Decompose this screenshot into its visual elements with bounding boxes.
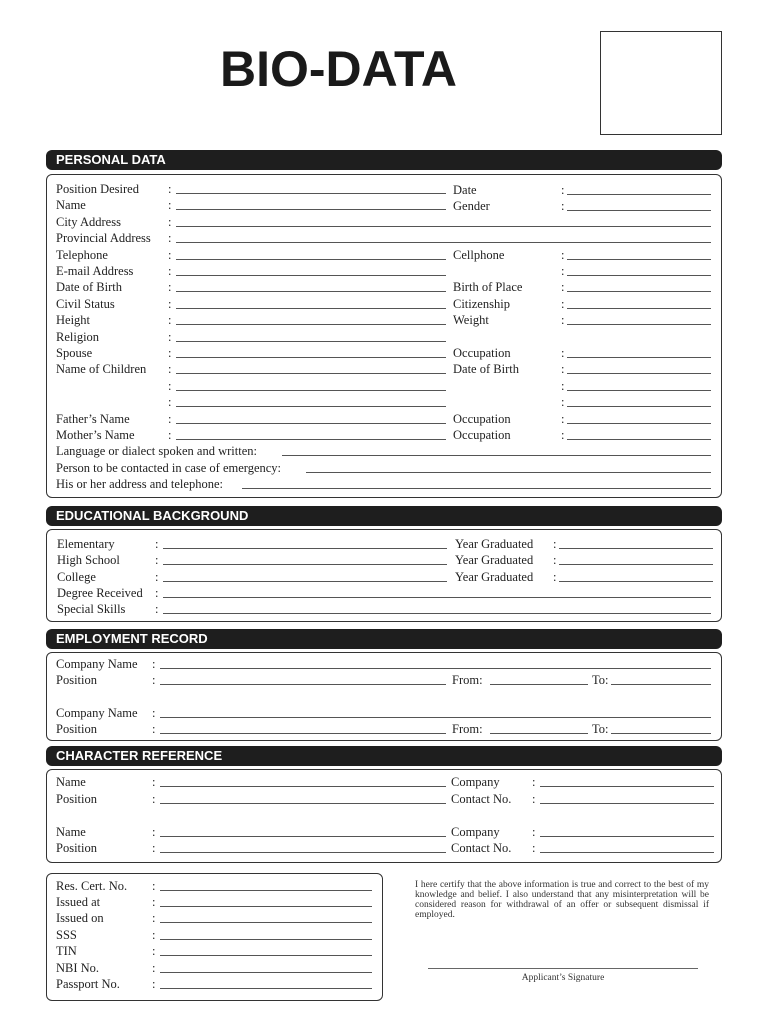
sss-field[interactable] [160,927,372,940]
spouse-field[interactable] [176,345,446,358]
section-header-employment: EMPLOYMENT RECORD [46,629,722,649]
colon: : [553,570,557,584]
label-religion: Religion [56,330,100,344]
row-gender [453,198,715,214]
row-spouse [56,345,456,361]
from-2-field[interactable] [490,721,588,734]
label-position: Position [56,673,97,687]
ref-company-1-field[interactable] [540,774,714,787]
row-issued-at [56,894,376,910]
dob-field[interactable] [176,279,446,292]
page-title: BIO-DATA [220,41,457,97]
row-position-1 [56,672,716,688]
child-dob-field-3[interactable] [567,394,711,407]
row-date [453,182,715,198]
label-citizenship: Citizenship [453,297,510,311]
father-occupation-field[interactable] [567,411,711,424]
child-dob-field-2[interactable] [567,378,711,391]
label-father-occupation: Occupation [453,412,511,426]
row-position-desired [56,181,456,197]
position-1-field[interactable] [160,672,446,685]
label-ref-company: Company [451,775,500,789]
colon: : [152,961,156,975]
emergency-address-field[interactable] [242,476,711,489]
section-header-education: EDUCATIONAL BACKGROUND [46,506,722,526]
company-1-field[interactable] [160,656,711,669]
colon: : [152,928,156,942]
provincial-address-field[interactable] [176,230,711,243]
label-ref-name: Name [56,775,86,789]
label-from: From: [452,722,483,736]
colon: : [553,537,557,551]
spouse-occupation-field[interactable] [567,345,711,358]
row-ref-position-1 [56,791,716,807]
row-cellphone [453,247,715,263]
year-college-field[interactable] [559,569,713,582]
row-tin [56,943,376,959]
label-company-name: Company Name [56,657,138,671]
colon: : [168,330,172,344]
colon: : [561,379,565,393]
colon: : [532,825,536,839]
label-city-address: City Address [56,215,121,229]
row-dob [56,279,456,295]
label-college: College [57,570,96,584]
colon: : [152,673,156,687]
to-1-field[interactable] [611,672,711,685]
label-degree: Degree Received [57,586,143,600]
label-children: Name of Children [56,362,147,376]
colon: : [561,280,565,294]
colon: : [553,553,557,567]
colon: : [561,362,565,376]
section-header-reference: CHARACTER REFERENCE [46,746,722,766]
row-father [56,411,456,427]
row-birth-place [453,279,715,295]
label-provincial-address: Provincial Address [56,231,151,245]
row-height [56,312,456,328]
row-provincial-address [56,230,716,246]
label-mother-occupation: Occupation [453,428,511,442]
label-cellphone: Cellphone [453,248,505,262]
row-emergency [56,460,716,476]
label-company-name: Company Name [56,706,138,720]
row-nbi [56,960,376,976]
row-emergency-address [56,476,716,492]
mother-field[interactable] [176,427,446,440]
row-weight [453,312,715,328]
colon: : [168,313,172,327]
row-year-college [455,569,715,585]
weight-field[interactable] [567,312,711,325]
row-high-school [57,552,457,568]
label-email: E-mail Address [56,264,134,278]
row-issued-on [56,910,376,926]
label-nbi: NBI No. [56,961,100,975]
row-child-dob-2 [453,378,715,394]
issued-on-field[interactable] [160,910,372,923]
year-high-school-field[interactable] [559,552,713,565]
label-language: Language or dialect spoken and written: [56,444,257,458]
ref-name-2-field[interactable] [160,824,446,837]
college-field[interactable] [163,569,447,582]
colon: : [152,841,156,855]
colon: : [168,198,172,212]
label-height: Height [56,313,91,327]
label-spouse-occupation: Occupation [453,346,511,360]
gender-field[interactable] [567,198,711,211]
label-gender: Gender [453,199,490,213]
row-children [56,361,456,377]
ref-company-2-field[interactable] [540,824,714,837]
colon: : [152,944,156,958]
row-name [56,197,456,213]
certification-text: I here certify that the above information is true and correct to the best of my knowledge and belief. I also understand that any misinterpretation will be considered reason for withdrawal of an offer or subsequent dismissal if employed. [415,880,709,920]
colon: : [561,183,565,197]
label-from: From: [452,673,483,687]
colon: : [152,775,156,789]
colon: : [561,395,565,409]
colon: : [561,199,565,213]
cellphone-field[interactable] [567,247,711,260]
label-emergency: Person to be contacted in case of emergency: [56,461,282,475]
label-child-dob: Date of Birth [453,362,519,376]
label-position-desired: Position Desired [56,182,139,196]
child-field-3[interactable] [176,394,446,407]
ref-position-2-field[interactable] [160,840,446,853]
colon: : [168,412,172,426]
row-company-1 [56,656,716,672]
row-year-high-school [455,552,715,568]
row-children-3 [56,394,456,410]
row-passport [56,976,376,992]
row-ref-name-1 [56,774,716,790]
nbi-field[interactable] [160,960,372,973]
row-child-dob [453,361,715,377]
colon: : [168,182,172,196]
label-dob: Date of Birth [56,280,122,294]
colon: : [561,264,565,278]
ref-position-1-field[interactable] [160,791,446,804]
colon: : [168,231,172,245]
colon: : [155,537,159,551]
row-citizenship [453,296,715,312]
colon: : [168,280,172,294]
row-father-occupation [453,411,715,427]
label-telephone: Telephone [56,248,108,262]
colon: : [168,346,172,360]
colon: : [561,313,565,327]
label-civil-status: Civil Status [56,297,115,311]
position-2-field[interactable] [160,721,446,734]
colon: : [152,977,156,991]
row-language [56,443,716,459]
row-mother-occupation [453,427,715,443]
label-ref-contact: Contact No. [451,792,512,806]
label-emergency-address: His or her address and telephone: [56,477,223,491]
label-issued-on: Issued on [56,911,104,925]
row-mother [56,427,456,443]
to-2-field[interactable] [611,721,711,734]
email-field[interactable] [176,263,446,276]
label-ref-company: Company [451,825,500,839]
photo-box[interactable] [600,31,722,135]
row-telephone [56,247,456,263]
signature-label: Applicant’s Signature [521,973,605,983]
colon: : [168,362,172,376]
from-1-field[interactable] [490,672,588,685]
row-res-cert [56,878,376,894]
city-address-field[interactable] [176,214,711,227]
label-issued-at: Issued at [56,895,101,909]
label-sss: SSS [56,928,77,942]
label-year-graduated: Year Graduated [455,537,534,551]
colon: : [155,586,159,600]
colon: : [152,722,156,736]
year-elementary-field[interactable] [559,536,713,549]
colon: : [152,825,156,839]
ref-contact-1-field[interactable] [540,791,714,804]
row-ref-position-2 [56,840,716,856]
ref-contact-2-field[interactable] [540,840,714,853]
row-child-dob-3 [453,394,715,410]
row-year-elementary [455,536,715,552]
colon: : [155,602,159,616]
colon: : [168,248,172,262]
label-to: To: [592,722,609,736]
row-sss [56,927,376,943]
birth-place-field[interactable] [567,279,711,292]
row-degree [57,585,717,601]
label-ref-position: Position [56,841,97,855]
position-desired-field[interactable] [176,181,446,194]
colon: : [168,297,172,311]
colon: : [155,570,159,584]
mother-occupation-field[interactable] [567,427,711,440]
label-high-school: High School [57,553,120,567]
colon: : [561,412,565,426]
colon: : [168,395,172,409]
colon: : [152,792,156,806]
colon: : [561,297,565,311]
colon: : [532,792,536,806]
skills-field[interactable] [163,601,711,614]
label-ref-name: Name [56,825,86,839]
section-header-personal: PERSONAL DATA [46,150,722,170]
degree-field[interactable] [163,585,711,598]
label-ref-contact: Contact No. [451,841,512,855]
elementary-field[interactable] [163,536,447,549]
label-weight: Weight [453,313,489,327]
issued-at-field[interactable] [160,894,372,907]
row-spouse-occupation [453,345,715,361]
label-year-graduated: Year Graduated [455,570,534,584]
label-ref-position: Position [56,792,97,806]
row-company-2 [56,705,716,721]
label-date: Date [453,183,477,197]
child-field-2[interactable] [176,378,446,391]
row-civil-status [56,296,456,312]
colon: : [168,264,172,278]
colon: : [152,911,156,925]
row-city-address [56,214,716,230]
row-college [57,569,457,585]
high-school-field[interactable] [163,552,447,565]
religion-field[interactable] [176,329,446,342]
label-tin: TIN [56,944,77,958]
label-res-cert: Res. Cert. No. [56,879,128,893]
label-elementary: Elementary [57,537,115,551]
row-ref-name-2 [56,824,716,840]
label-mother: Mother’s Name [56,428,135,442]
colon: : [532,841,536,855]
label-passport: Passport No. [56,977,120,991]
height-field[interactable] [176,312,446,325]
row-cellphone-2 [453,263,715,279]
colon: : [532,775,536,789]
colon: : [168,379,172,393]
label-skills: Special Skills [57,602,126,616]
telephone-field[interactable] [176,247,446,260]
label-position: Position [56,722,97,736]
emergency-field[interactable] [306,460,711,473]
row-elementary [57,536,457,552]
date-field[interactable] [567,182,711,195]
row-children-2 [56,378,456,394]
colon: : [561,346,565,360]
company-2-field[interactable] [160,705,711,718]
colon: : [155,553,159,567]
row-skills [57,601,717,617]
colon: : [561,248,565,262]
language-field[interactable] [282,443,711,456]
father-field[interactable] [176,411,446,424]
colon: : [152,895,156,909]
colon: : [168,215,172,229]
label-spouse: Spouse [56,346,93,360]
cellphone-field-2[interactable] [567,263,711,276]
row-position-2 [56,721,716,737]
label-name: Name [56,198,86,212]
label-year-graduated: Year Graduated [455,553,534,567]
ref-name-1-field[interactable] [160,774,446,787]
child-dob-field-1[interactable] [567,361,711,374]
colon: : [168,428,172,442]
res-cert-field[interactable] [160,878,372,891]
child-field-1[interactable] [176,361,446,374]
colon: : [561,428,565,442]
colon: : [152,657,156,671]
label-father: Father’s Name [56,412,130,426]
passport-field[interactable] [160,976,372,989]
name-field[interactable] [176,197,446,210]
label-to: To: [592,673,609,687]
row-email [56,263,456,279]
tin-field[interactable] [160,943,372,956]
signature-line[interactable] [428,968,698,969]
civil-status-field[interactable] [176,296,446,309]
row-religion [56,329,456,345]
colon: : [152,706,156,720]
citizenship-field[interactable] [567,296,711,309]
label-birth-place: Birth of Place [453,280,523,294]
colon: : [152,879,156,893]
